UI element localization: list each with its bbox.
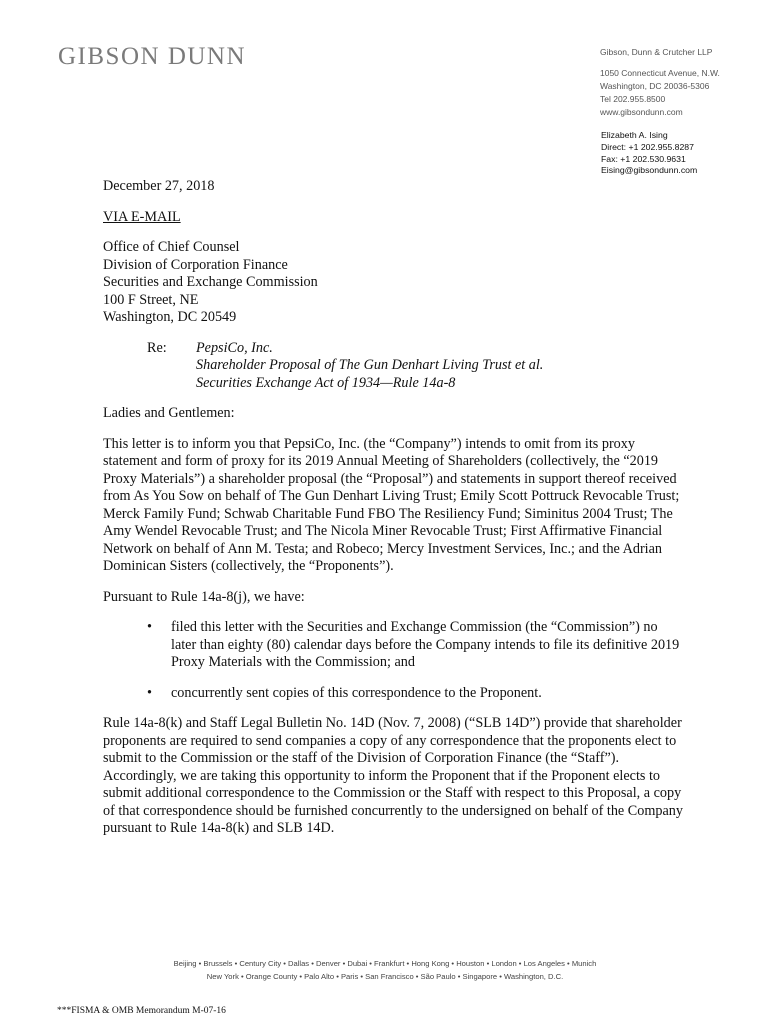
subject-label: Re: — [147, 339, 167, 356]
letter-date: December 27, 2018 — [103, 178, 215, 194]
recipient-line: 100 F Street, NE — [103, 291, 199, 308]
list-item-text: concurrently sent copies of this correspondence to the Proponent. — [171, 684, 542, 701]
recipient-line: Securities and Exchange Commission — [103, 274, 318, 290]
letter-body — [103, 178, 683, 851]
office-locations-line: Beijing • Brussels • Century City • Dallas • Denver • Dubai • Frankfurt • Hong Kong • Houston • London • Los Angeles • Munich — [173, 959, 597, 968]
recipient-address — [103, 239, 683, 327]
paragraph-intro: This letter is to inform you that PepsiCo, Inc. (the “Company”) intends to omit from its proxy statement and form of proxy for its 2019 Annual Meeting of Shareholders (collectively, the “2019 Proxy Materials”) a shareholder proposal (the “Proposal”) and statements in support thereof received from As You Sow on behalf of The Gun Denhart Living Trust; Emily Scott Pottruck Revocable Trust; Merck Family Fund; Schwab Charitable Fund FBO The Resiliency Fund; Siminitus 2004 Trust; The Amy Wendel Revocable Trust; and The Nicola Miner Revocable Trust; First Affirmative Financial Network on behalf of Ann M. Testa; and Robeco; Mercy Investment Services, Inc.; and the Adrian Dominican Sisters (collectively, the “Proponents”). — [103, 435, 680, 574]
recipient-line: Division of Corporation Finance — [103, 256, 288, 273]
subject-line: PepsiCo, Inc. — [196, 339, 273, 356]
paragraph-pursuant: Pursuant to Rule 14a-8(j), we have: — [103, 588, 305, 605]
sender-contact-block — [601, 130, 697, 177]
salutation: Ladies and Gentlemen: — [103, 405, 235, 421]
sender-email: Eising@gibsondunn.com — [601, 165, 698, 176]
subject-lines — [196, 340, 543, 393]
subject-block — [147, 340, 683, 393]
bullet-icon: • — [147, 684, 152, 701]
fisma-notice: ***FISMA & OMB Memorandum M-07-16 — [57, 1006, 226, 1016]
sender-name: Elizabeth A. Ising — [601, 130, 668, 140]
firm-telephone: Tel 202.955.8500 — [600, 94, 666, 104]
subject-line: Securities Exchange Act of 1934—Rule 14a-8 — [196, 374, 456, 391]
recipient-line: Washington, DC 20549 — [103, 309, 237, 325]
office-locations-footer — [0, 957, 770, 983]
bullet-icon: • — [147, 619, 152, 635]
action-list — [103, 619, 683, 702]
subject-line: Shareholder Proposal of The Gun Denhart Living Trust et al. — [196, 357, 544, 373]
firm-website: www.gibsondunn.com — [600, 107, 683, 117]
firm-address-line: Washington, DC 20036-5306 — [600, 81, 710, 91]
list-item — [147, 619, 683, 672]
list-item-text: filed this letter with the Securities and Exchange Commission (the “Commission”) no later than eighty (80) calendar days before the Company intends to file its definitive 2019 Proxy Materials with the Commission; and — [171, 619, 680, 670]
paragraph-rule-14a8k: Rule 14a-8(k) and Staff Legal Bulletin No. 14D (Nov. 7, 2008) (“SLB 14D”) provide that shareholder proponents are required to send companies a copy of any correspondence that the proponents elect to submit to the Commission or the staff of the Division of Corporation Finance (the “Staff”). Accordingly, we are taking this opportunity to inform the Proponent that if the Proponent elects to submit additional correspondence to the Commission or the Staff with respect to this Proposal, a copy of that correspondence should be furnished concurrently to the undersigned on behalf of the Company pursuant to Rule 14a-8(k) and SLB 14D. — [103, 715, 683, 836]
office-locations-line: New York • Orange County • Palo Alto • Paris • San Francisco • São Paulo • Singapore • Washington, D.C. — [206, 972, 564, 981]
delivery-method: VIA E-MAIL — [103, 208, 181, 225]
recipient-line: Office of Chief Counsel — [103, 239, 240, 255]
firm-logo: GIBSON DUNN — [58, 43, 247, 70]
sender-direct-phone: Direct: +1 202.955.8287 — [601, 141, 694, 152]
sender-fax: Fax: +1 202.530.9631 — [601, 153, 686, 164]
firm-address-line: 1050 Connecticut Avenue, N.W. — [600, 68, 720, 78]
firm-contact-block — [600, 46, 720, 119]
list-item — [147, 685, 683, 703]
firm-name: Gibson, Dunn & Crutcher LLP — [600, 47, 713, 57]
